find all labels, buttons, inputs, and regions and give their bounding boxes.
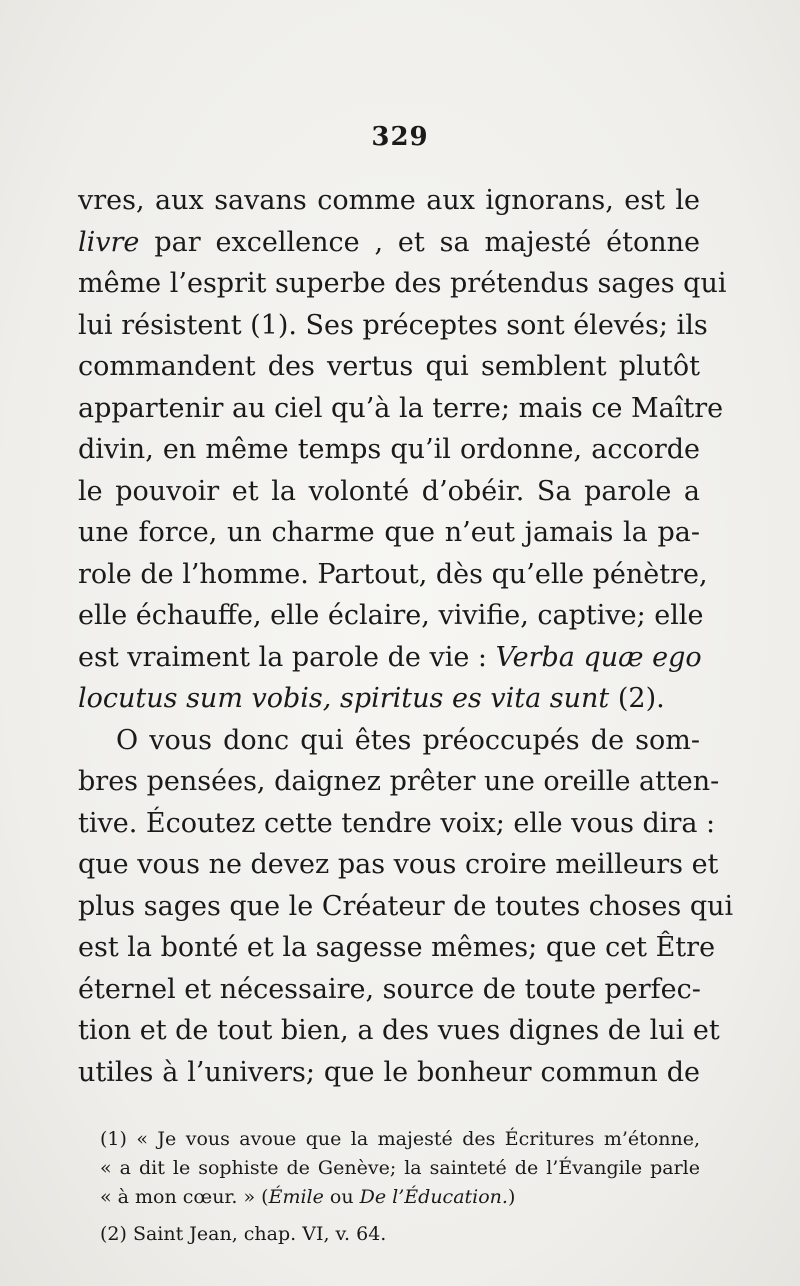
text-line: utiles à l’univers; que le bonheur commun de	[78, 1056, 700, 1088]
footnote-line	[100, 1183, 700, 1212]
footnote-span: ou	[323, 1186, 360, 1208]
text-line	[78, 678, 700, 720]
text-line: tive. Écoutez cette tendre voix; elle vous dira :	[78, 807, 716, 839]
italic-quote: locutus sum vobis, spiritus es vita sunt	[78, 683, 610, 714]
text-line: est la bonté et la sagesse mêmes; que cet Être	[78, 932, 716, 963]
text-line: lui résistent (1). Ses préceptes sont élevés; ils	[78, 309, 708, 341]
text-span: (2).	[609, 683, 665, 714]
footnote-italic: De l’Éducation.	[359, 1186, 508, 1208]
footnotes	[100, 1125, 700, 1249]
text-line	[78, 637, 700, 679]
body-text	[78, 180, 734, 1093]
footnote-span: « à mon cœur. » (	[100, 1186, 269, 1208]
text-span: par excellence , et sa majesté étonne	[139, 226, 700, 258]
italic-word: livre	[78, 226, 140, 258]
footnote-span: )	[507, 1186, 516, 1208]
text-line: divin, en même temps qu’il ordonne, accorde	[78, 434, 700, 465]
text-line: éternel et nécessaire, source de toute perfec-	[78, 973, 701, 1005]
text-line: elle échauffe, elle éclaire, vivifie, captive; elle	[78, 600, 704, 631]
text-line: même l’esprit superbe des prétendus sages qui	[78, 268, 727, 299]
footnote-line: « a dit le sophiste de Genève; la sainteté de l’Évangile parle	[100, 1157, 700, 1179]
text-line: bres pensées, daignez prêter une oreille atten-	[78, 766, 720, 797]
text-line: plus sages que le Créateur de toutes choses qui	[78, 890, 734, 922]
text-line: vres, aux savans comme aux ignorans, est le	[78, 185, 700, 216]
text-line: une force, un charme que n’eut jamais la pa-	[78, 517, 700, 548]
text-line: O vous donc qui êtes préoccupés de som-	[116, 724, 700, 756]
text-line: que vous ne devez pas vous croire meilleurs et	[78, 849, 719, 880]
text-line: le pouvoir et la volonté d’obéir. Sa parole a	[78, 475, 700, 507]
text-line: tion et de tout bien, a des vues dignes de lui et	[78, 1015, 720, 1046]
text-line: role de l’homme. Partout, dès qu’elle pénètre,	[78, 558, 708, 590]
footnote-line: (2) Saint Jean, chap. VI, v. 64.	[100, 1223, 387, 1245]
footnote-line: (1) « Je vous avoue que la majesté des Écritures m’étonne,	[100, 1128, 700, 1150]
italic-quote: Verba quæ ego	[495, 641, 702, 673]
text-line: commandent des vertus qui semblent plutôt	[78, 351, 700, 382]
text-line	[78, 222, 700, 264]
text-line: appartenir au ciel qu’à la terre; mais ce Maître	[78, 392, 724, 424]
text-span: est vraiment la parole de vie :	[78, 641, 496, 673]
footnote-italic: Émile	[268, 1186, 324, 1208]
page-number: 329	[371, 122, 429, 152]
